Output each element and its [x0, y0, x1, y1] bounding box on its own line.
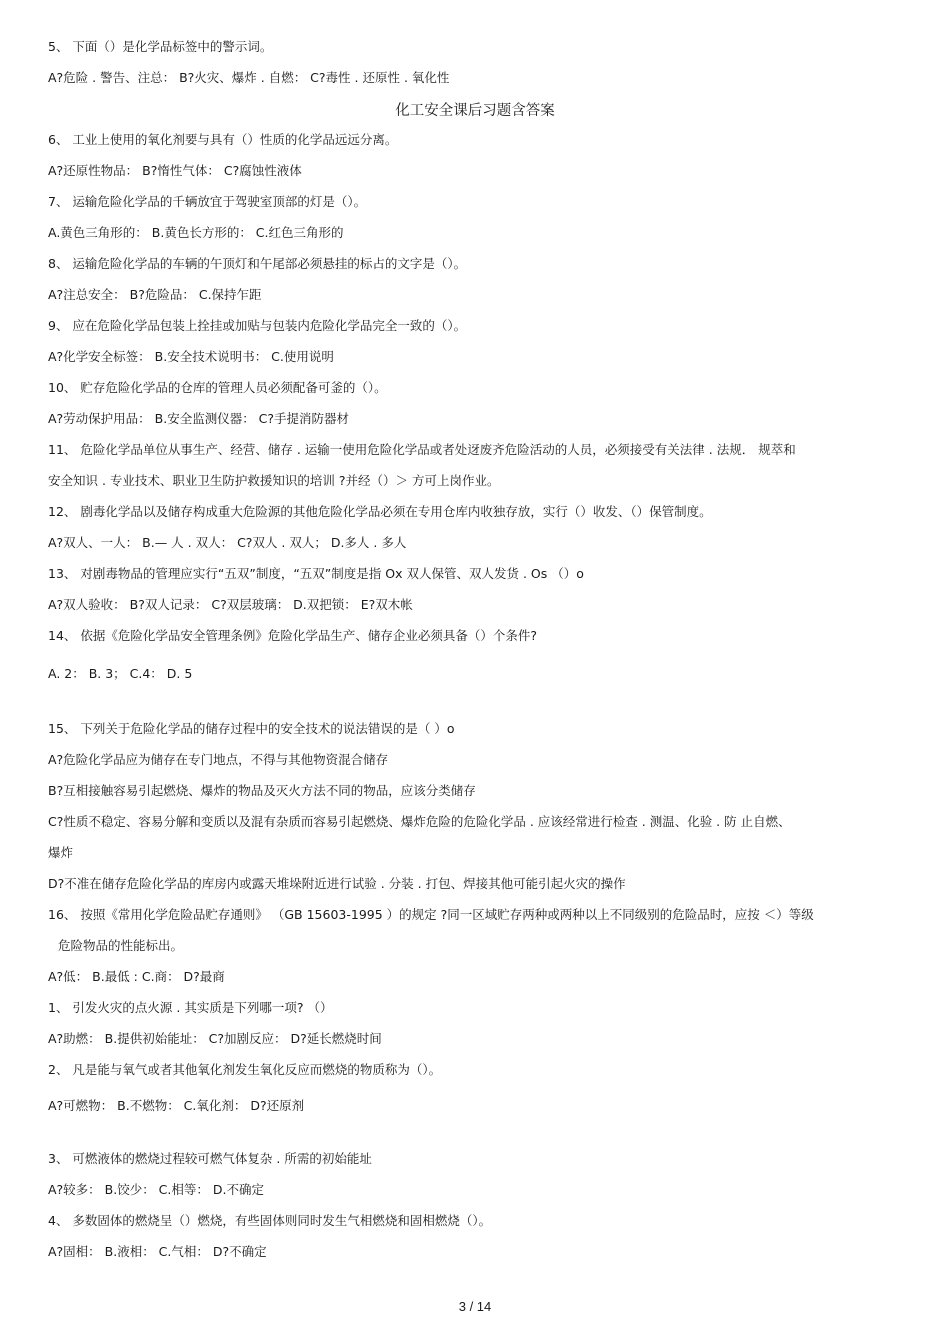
question-1: 1、 引发火灾的点火源 . 其实质是下列哪一项? （）	[48, 1000, 333, 1015]
options-3: A?较多： B.饺少： C.相等： D.不确定	[48, 1182, 264, 1197]
question-9: 9、 应在危险化学品包装上拴挂或加贴与包装内危险化学品完全一致的（）。	[48, 318, 467, 333]
option-15-c-line-1: C?性质不稳定、容易分解和变质以及混有杂质而容易引起燃烧、爆炸危险的危险化学品 . 应该经常进行检查 . 测温、化验 . 防 止自燃、	[48, 814, 791, 829]
question-15: 15、 下列关于危险化学品的储存过程中的安全技术的说法错误的是（ ）o	[48, 721, 455, 736]
question-11-line-1: 11、 危险化学品单位从事生产、经营、储存 . 运输一使用危险化学品或者处迓废齐危险活动的人员，必须接受有关法律 . 法规． 规萃和	[48, 442, 796, 457]
question-4: 4、 多数固体的燃烧呈（）燃烧，有些固体则同时发生气相燃烧和固相燃烧（）。	[48, 1213, 492, 1228]
options-10: A?劳动保护用品： B.安全监测仪器： C?手提消防器材	[48, 411, 350, 426]
option-15-d: D?不准在储存危险化学品的库房内或露天堆垛附近进行试验 . 分装 . 打包、焊接其他可能引起火灾的操作	[48, 876, 626, 891]
option-15-a: A?危险化学品应为储存在专门地点，不得与其他物资混合储存	[48, 752, 389, 767]
options-7: A.黄色三角形的： B.黄色长方形的： C.红色三角形的	[48, 225, 344, 240]
question-7: 7、 运输危险化学品的千辆放宜于驾驶室顶部的灯是（）。	[48, 194, 367, 209]
question-11-line-2: 安全知识 . 专业技术、职业卫生防护救援知识的培训 ?并经（）＞ 方可上岗作业。	[48, 473, 500, 488]
question-8: 8、 运输危险化学品的车辆的午顶灯和午尾部必须悬挂的标占的文字是（）。	[48, 256, 467, 271]
options-1: A?助燃： B.提供初始能址： C?加剧反应： D?延长燃烧时间	[48, 1031, 382, 1046]
question-5: 5、 下面（）是化学品标签中的警示词。	[48, 39, 273, 54]
options-14: A. 2： B. 3； C.4： D. 5	[48, 666, 193, 681]
question-2: 2、 凡是能与氧气或者其他氧化剂发生氧化反应而燃烧的物质称为（）。	[48, 1062, 442, 1077]
options-12: A?双人、一人： B.— 人 . 双人： C?双人 . 双人； D.多人 . 多人	[48, 535, 407, 550]
question-13: 13、 对剧毒物品的管理应实行“五双”制度，“五双”制度是指 Ox 双人保管、双人发货 . Os （）o	[48, 566, 584, 581]
options-16: A?低： B.最低 : C.商： D?最商	[48, 969, 225, 984]
question-16-line-2: 危险物品的性能标出。	[58, 938, 184, 953]
question-16-line-1: 16、 按照《常用化学危险品贮存通则》 （GB 15603-1995 ）的规定 ?同一区域贮存两种或两种以上不同级别的危险品时，应按 ＜）等级	[48, 907, 814, 922]
page-number: 3 / 14	[458, 1299, 492, 1314]
options-4: A?固相： B.液相： C.气相： D?不确定	[48, 1244, 267, 1259]
options-5: A?危险 . 警告、注总： B?火灾、爆炸 . 自燃： C?毒性 . 还原性 . 氧化性	[48, 70, 450, 85]
option-15-b: B?互相接触容易引起燃烧、爆炸的物品及灭火方法不同的物品，应该分类储存	[48, 783, 476, 798]
options-9: A?化学安全标签： B.安全技术说明书： C.使用说明	[48, 349, 334, 364]
question-14: 14、 依据《危险化学品安全管理条例》危险化学品生产、储存企业必须具备（）个条件?	[48, 628, 538, 643]
question-10: 10、 贮存危险化学品的仓库的管理人员必须配备可釜的（）。	[48, 380, 387, 395]
options-8: A?注总安全： B?危险品： C.保持乍距	[48, 287, 262, 302]
options-2: A?可燃物： B.不燃物： C.氧化剂： D?还原剂	[48, 1098, 305, 1113]
question-3: 3、 可燃液体的燃烧过程较可燃气体复杂 . 所需的初始能址	[48, 1151, 372, 1166]
document-title: 化工安全课后习题含答案	[395, 103, 555, 119]
question-12: 12、 剧毒化学品以及储存构成重大危险源的其他危险化学品必须在专用仓库内收独存放，实行（）收发、（）保管制度。	[48, 504, 712, 519]
question-6: 6、 工业上使用的氧化剂要与具有（）性质的化学品远远分离。	[48, 132, 398, 147]
options-6: A?还原性物品： B?惰性气体： C?腐蚀性液体	[48, 163, 302, 178]
option-15-c-line-2: 爆炸	[48, 845, 74, 860]
options-13: A?双人验收： B?双人记录： C?双层玻璃： D.双把锁： E?双木帐	[48, 597, 413, 612]
